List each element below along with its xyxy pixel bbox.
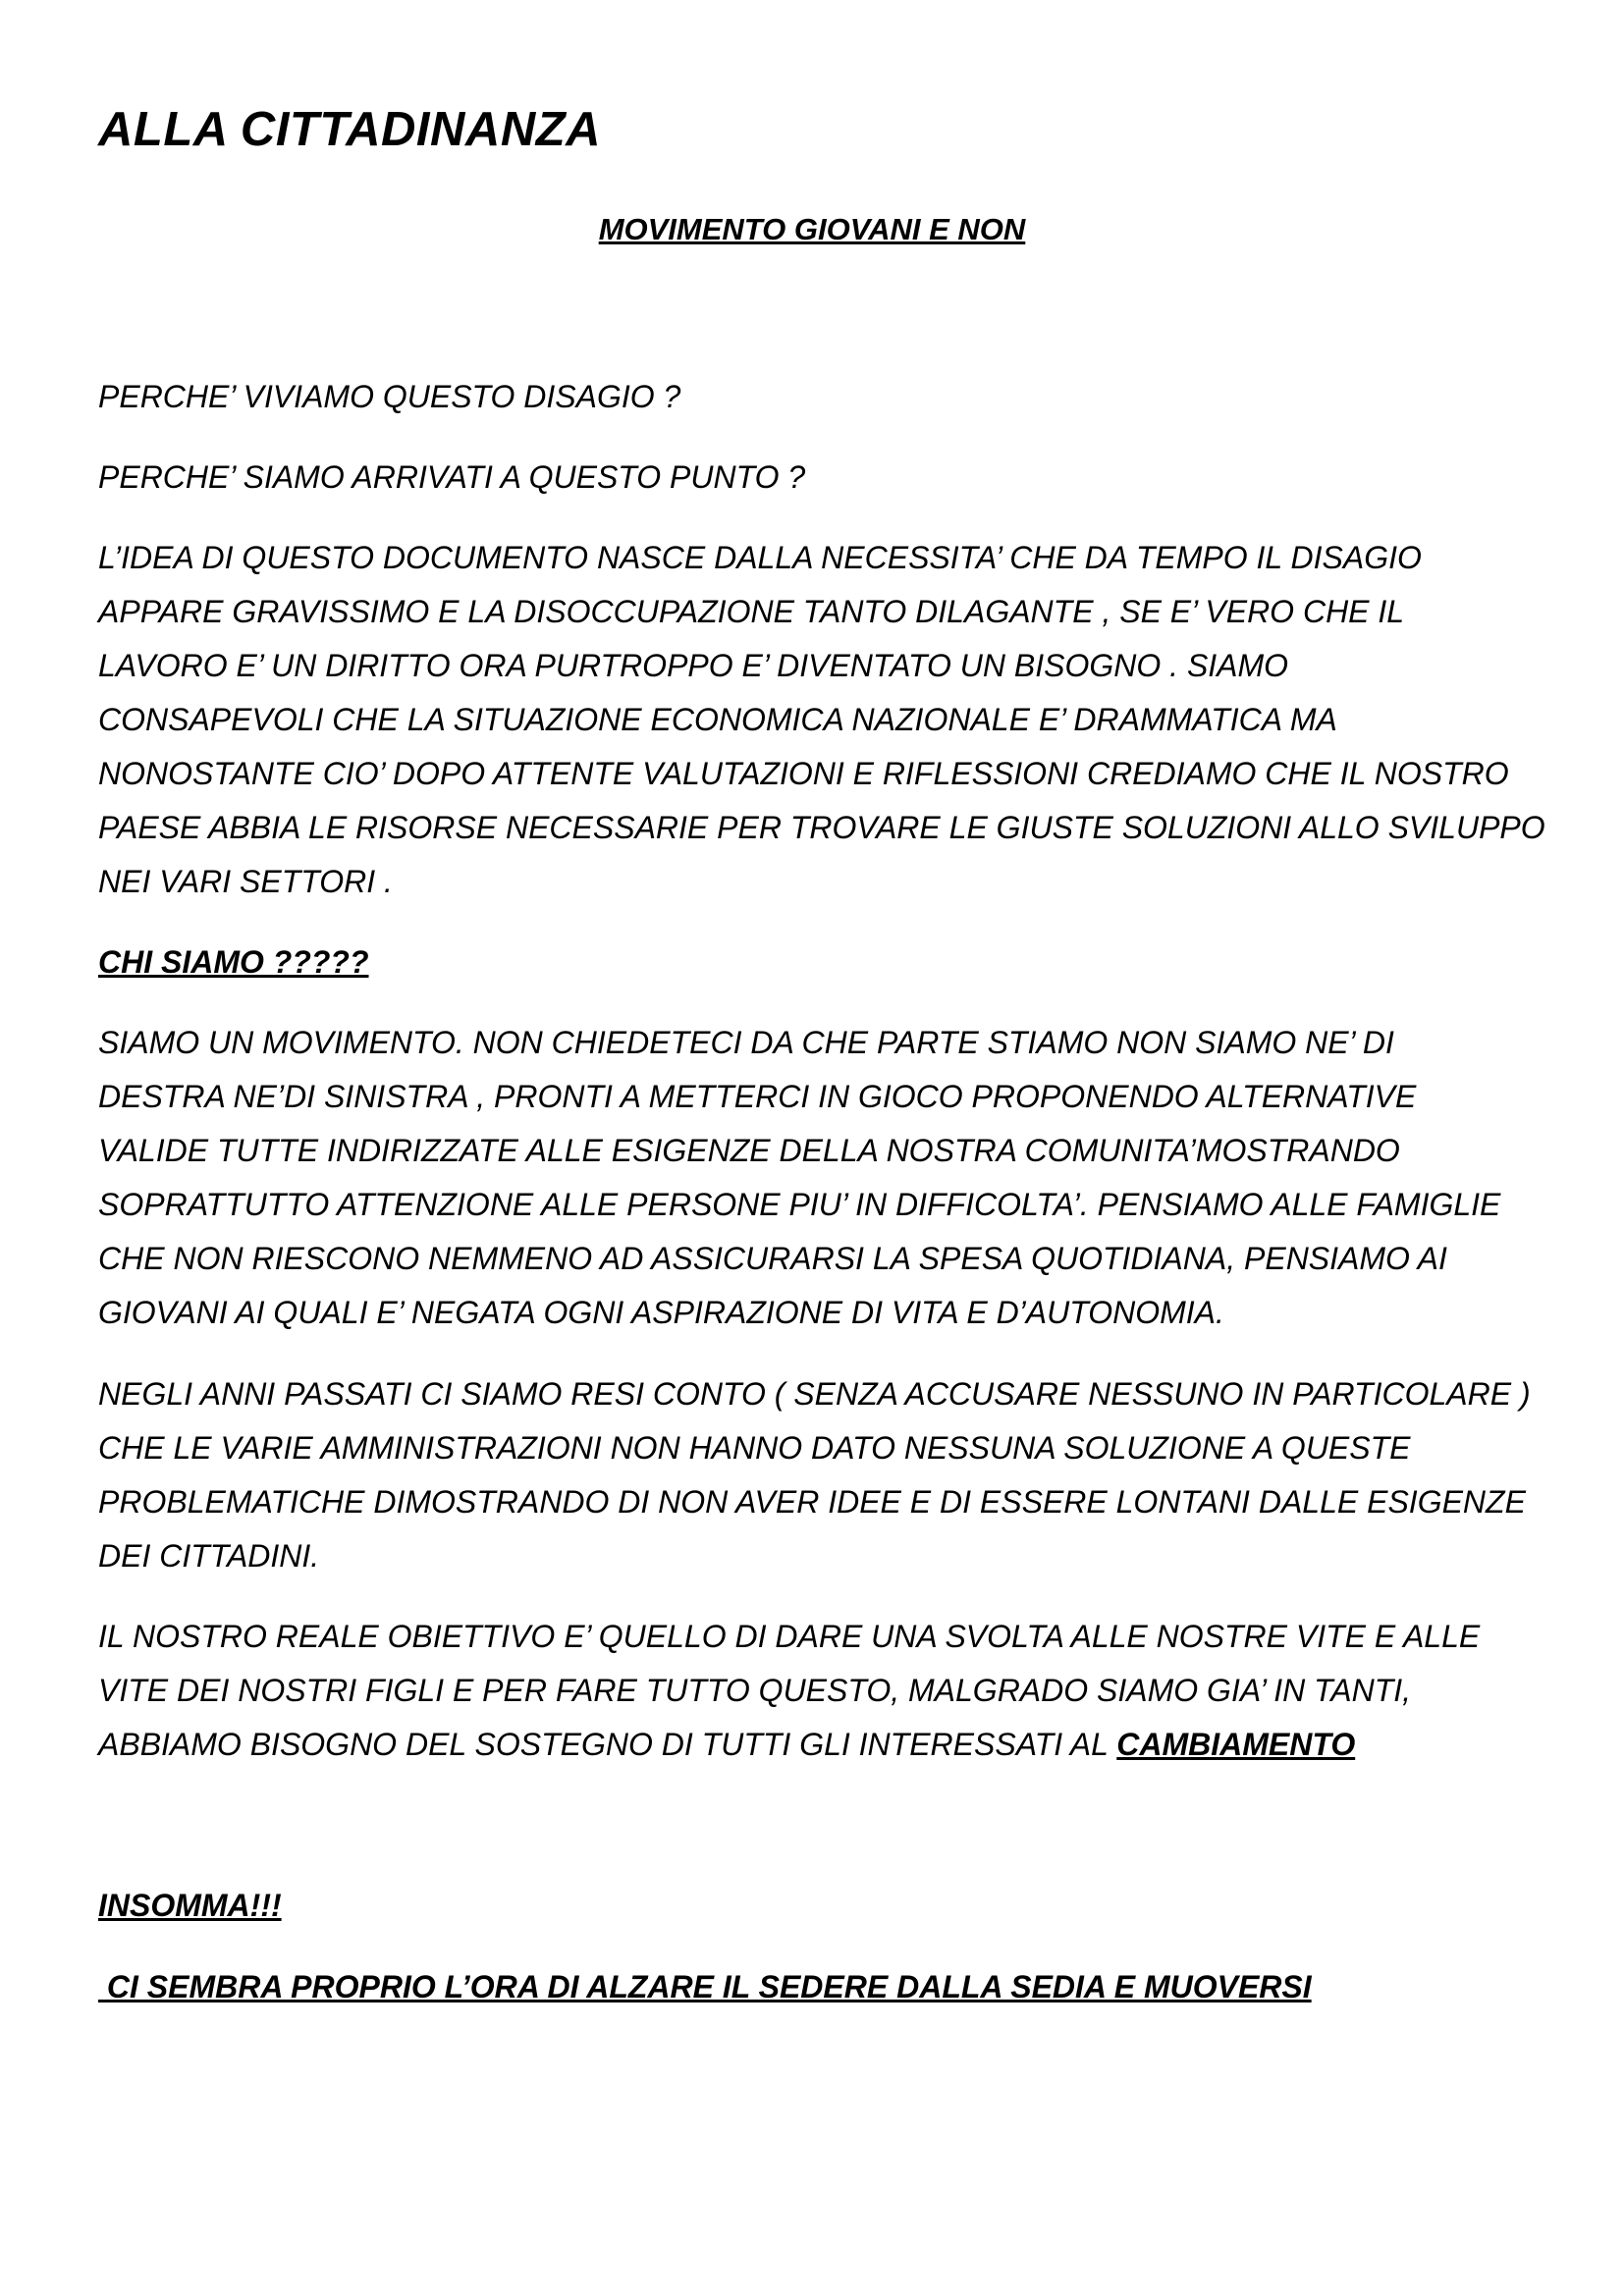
paragraph-line: DESTRA NE’DI SINISTRA , PRONTI A METTERCI IN GIOCO PROPONENDO ALTERNATIVE: [98, 1079, 1417, 1114]
document-title: ALLA CITTADINANZA: [98, 103, 602, 156]
question-line: PERCHE’ SIAMO ARRIVATI A QUESTO PUNTO ?: [98, 459, 806, 495]
paragraph-line: CHE LE VARIE AMMINISTRAZIONI NON HANNO DATO NESSUNA SOLUZIONE A QUESTE: [98, 1430, 1411, 1466]
paragraph-line: VITE DEI NOSTRI FIGLI E PER FARE TUTTO QUESTO, MALGRADO SIAMO GIA’ IN TANTI,: [98, 1673, 1412, 1708]
paragraph-line: GIOVANI AI QUALI E’ NEGATA OGNI ASPIRAZIONE DI VITA E D’AUTONOMIA.: [98, 1295, 1224, 1330]
paragraph-line: L’IDEA DI QUESTO DOCUMENTO NASCE DALLA NECESSITA’ CHE DA TEMPO IL DISAGIO: [98, 540, 1422, 575]
paragraph-line: NONOSTANTE CIO’ DOPO ATTENTE VALUTAZIONI E RIFLESSIONI CREDIAMO CHE IL NOSTRO: [98, 756, 1509, 791]
paragraph-line: VALIDE TUTTE INDIRIZZATE ALLE ESIGENZE DELLA NOSTRA COMUNITA’MOSTRANDO: [98, 1133, 1400, 1168]
paragraph-line: NEI VARI SETTORI .: [98, 864, 393, 899]
closing-line: CI SEMBRA PROPRIO L’ORA DI ALZARE IL SEDERE DALLA SEDIA E MUOVERSI: [98, 1969, 1312, 2004]
paragraph-line: DEI CITTADINI.: [98, 1538, 320, 1574]
paragraph-line: CHE NON RIESCONO NEMMENO AD ASSICURARSI LA SPESA QUOTIDIANA, PENSIAMO AI: [98, 1241, 1447, 1276]
paragraph-line: SIAMO UN MOVIMENTO. NON CHIEDETECI DA CHE PARTE STIAMO NON SIAMO NE’ DI: [98, 1025, 1394, 1060]
closing-heading: INSOMMA!!!: [98, 1888, 282, 1923]
paragraph-line: [98, 1725, 1355, 1764]
paragraph-line: LAVORO E’ UN DIRITTO ORA PURTROPPO E’ DIVENTATO UN BISOGNO . SIAMO: [98, 648, 1289, 683]
document-subtitle: MOVIMENTO GIOVANI E NON: [598, 212, 1026, 246]
goal-line-text: ABBIAMO BISOGNO DEL SOSTEGNO DI TUTTI GLI INTERESSATI AL: [98, 1727, 1117, 1762]
section-heading-chi-siamo: CHI SIAMO ?????: [98, 944, 369, 980]
paragraph-line: APPARE GRAVISSIMO E LA DISOCCUPAZIONE TANTO DILAGANTE , SE E’ VERO CHE IL: [98, 594, 1405, 629]
paragraph-line: NEGLI ANNI PASSATI CI SIAMO RESI CONTO ( SENZA ACCUSARE NESSUNO IN PARTICOLARE ): [98, 1376, 1531, 1412]
paragraph-line: SOPRATTUTTO ATTENZIONE ALLE PERSONE PIU’ IN DIFFICOLTA’. PENSIAMO ALLE FAMIGLIE: [98, 1187, 1501, 1222]
question-line: PERCHE’ VIVIAMO QUESTO DISAGIO ?: [98, 379, 681, 414]
paragraph-line: IL NOSTRO REALE OBIETTIVO E’ QUELLO DI DARE UNA SVOLTA ALLE NOSTRE VITE E ALLE: [98, 1619, 1481, 1654]
paragraph-line: PAESE ABBIA LE RISORSE NECESSARIE PER TROVARE LE GIUSTE SOLUZIONI ALLO SVILUPPO: [98, 810, 1545, 845]
emphasis-cambiamento: CAMBIAMENTO: [1116, 1727, 1356, 1762]
paragraph-line: CONSAPEVOLI CHE LA SITUAZIONE ECONOMICA NAZIONALE E’ DRAMMATICA MA: [98, 702, 1337, 737]
paragraph-line: PROBLEMATICHE DIMOSTRANDO DI NON AVER IDEE E DI ESSERE LONTANI DALLE ESIGENZE: [98, 1484, 1526, 1520]
